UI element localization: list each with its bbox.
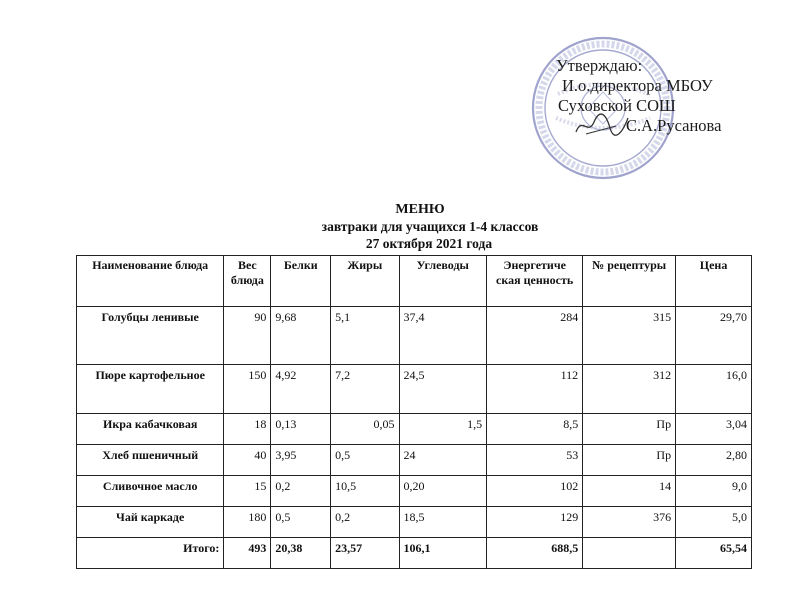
- table-cell: 0,05: [331, 414, 399, 445]
- table-cell: 18: [224, 414, 271, 445]
- dish-name: Хлеб пшеничный: [77, 445, 224, 476]
- total-cell: [583, 538, 676, 569]
- table-cell: 315: [583, 307, 676, 365]
- total-cell: 65,54: [676, 538, 752, 569]
- table-cell: Пр: [583, 445, 676, 476]
- approval-line-1: Утверждаю:: [556, 56, 643, 75]
- total-row: [77, 538, 752, 569]
- table-cell: 0,5: [271, 507, 331, 538]
- table-cell: 24: [399, 445, 487, 476]
- menu-header: [0, 201, 800, 252]
- table-cell: 18,5: [399, 507, 487, 538]
- total-cell: 688,5: [487, 538, 583, 569]
- table-row: [77, 445, 752, 476]
- table-cell: 5,1: [331, 307, 399, 365]
- table-row: [77, 414, 752, 445]
- table-row: [77, 476, 752, 507]
- total-label: Итого:: [77, 538, 224, 569]
- table-cell: 15: [224, 476, 271, 507]
- total-cell: 493: [224, 538, 271, 569]
- dish-name: Голубцы ленивые: [77, 307, 224, 365]
- table-cell: 5,0: [676, 507, 752, 538]
- column-header: Цена: [676, 256, 752, 307]
- table-cell: 0,5: [331, 445, 399, 476]
- dish-name: Чай каркаде: [77, 507, 224, 538]
- table-cell: 3,04: [676, 414, 752, 445]
- dish-name: Икра кабачковая: [77, 414, 224, 445]
- menu-date: 27 октября 2021 года: [365, 236, 493, 251]
- column-header: Жиры: [331, 256, 399, 307]
- menu-subtitle: завтраки для учащихся 1-4 классов: [321, 219, 539, 234]
- table-cell: 150: [224, 365, 271, 414]
- table-cell: 10,5: [331, 476, 399, 507]
- table-cell: 37,4: [399, 307, 487, 365]
- table-row: [77, 307, 752, 365]
- table-cell: 3,95: [271, 445, 331, 476]
- table-cell: 0,13: [271, 414, 331, 445]
- table-cell: 1,5: [399, 414, 487, 445]
- column-header: № рецептуры: [583, 256, 676, 307]
- total-cell: 23,57: [331, 538, 399, 569]
- table-cell: 7,2: [331, 365, 399, 414]
- table-cell: 9,0: [676, 476, 752, 507]
- table-cell: 0,2: [331, 507, 399, 538]
- table-cell: 24,5: [399, 365, 487, 414]
- table-cell: 90: [224, 307, 271, 365]
- table-cell: 29,70: [676, 307, 752, 365]
- table-row: [77, 365, 752, 414]
- table-cell: 2,80: [676, 445, 752, 476]
- table-cell: 40: [224, 445, 271, 476]
- table-cell: 9,68: [271, 307, 331, 365]
- table-cell: 284: [487, 307, 583, 365]
- approval-line-3: Суховской СОШ: [558, 96, 676, 115]
- table-cell: 180: [224, 507, 271, 538]
- total-cell: 20,38: [271, 538, 331, 569]
- table-cell: 102: [487, 476, 583, 507]
- table-cell: 0,20: [399, 476, 487, 507]
- table-cell: 16,0: [676, 365, 752, 414]
- column-header: Белки: [271, 256, 331, 307]
- table-cell: 53: [487, 445, 583, 476]
- approval-line-2: И.о.директора МБОУ: [562, 76, 713, 95]
- table-cell: 4,92: [271, 365, 331, 414]
- menu-table: [76, 255, 752, 569]
- column-header: Углеводы: [399, 256, 487, 307]
- table-cell: 129: [487, 507, 583, 538]
- signature: [572, 112, 632, 138]
- column-header: Вес блюда: [224, 256, 271, 307]
- menu-title: МЕНЮ: [395, 202, 445, 217]
- table-cell: Пр: [583, 414, 676, 445]
- table-cell: 312: [583, 365, 676, 414]
- table-header-row: [77, 256, 752, 307]
- table-cell: 376: [583, 507, 676, 538]
- dish-name: Сливочное масло: [77, 476, 224, 507]
- total-cell: 106,1: [399, 538, 487, 569]
- table-cell: 8,5: [487, 414, 583, 445]
- table-row: [77, 507, 752, 538]
- table-cell: 14: [583, 476, 676, 507]
- table-cell: 0,2: [271, 476, 331, 507]
- table-cell: 112: [487, 365, 583, 414]
- dish-name: Пюре картофельное: [77, 365, 224, 414]
- column-header: Наименование блюда: [77, 256, 224, 307]
- approval-line-4: С.А.Русанова: [626, 116, 722, 135]
- column-header: Энергетиче ская ценность: [487, 256, 583, 307]
